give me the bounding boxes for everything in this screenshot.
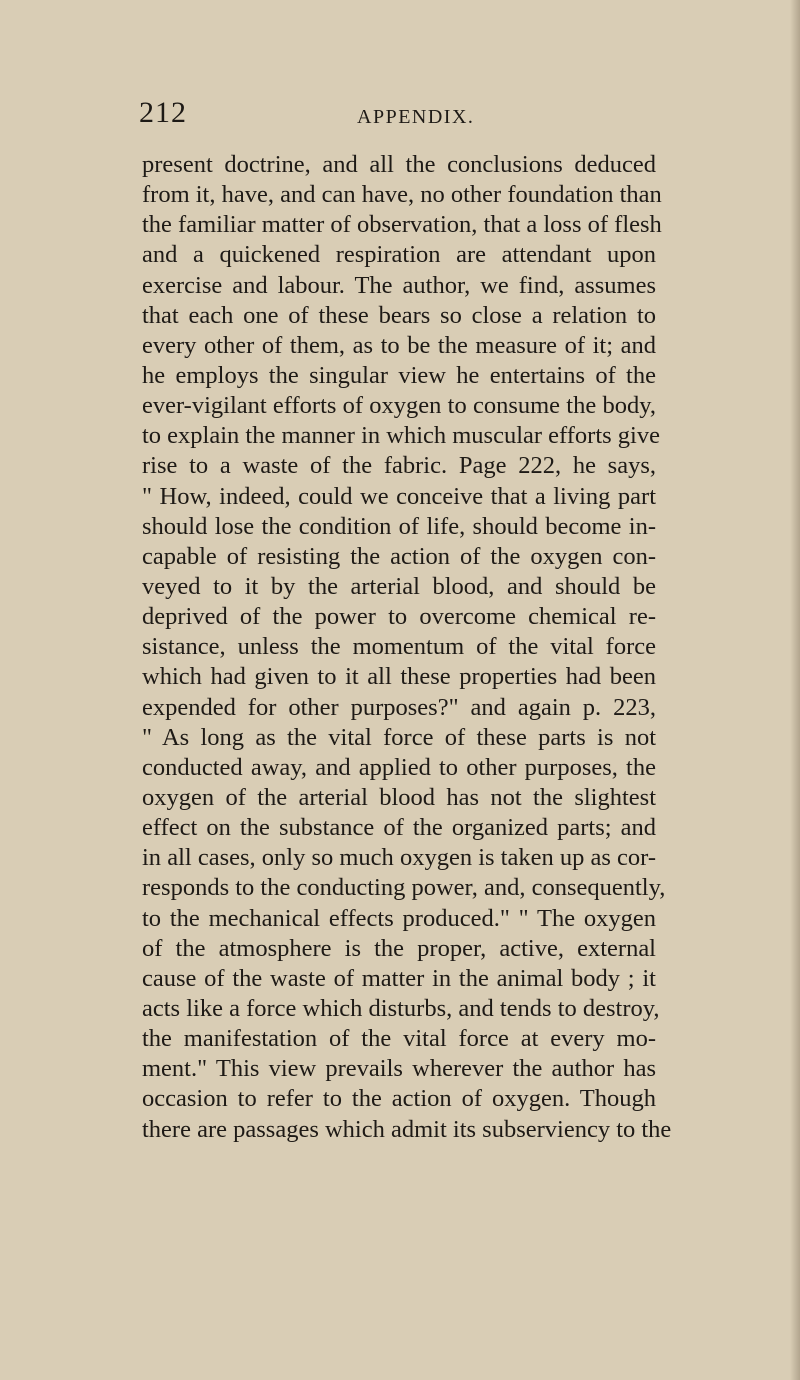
text-line: in all cases, only so much oxygen is taken up as cor- [142, 844, 656, 872]
text-line: capable of resisting the action of the oxygen con- [142, 542, 656, 570]
text-line: expended for other purposes?" and again p. 223, [142, 693, 656, 721]
text-line: sistance, unless the momentum of the vital force [142, 633, 656, 661]
text-line: cause of the waste of matter in the animal body ; it [142, 964, 656, 992]
running-header [139, 96, 679, 132]
text-line: effect on the substance of the organized parts; and [142, 814, 656, 842]
text-line: the familiar matter of observation, that a loss of flesh [142, 211, 662, 239]
text-line: conducted away, and applied to other purposes, the [142, 753, 656, 781]
text-line: should lose the condition of life, should become in- [142, 512, 656, 540]
text-line: to explain the manner in which muscular efforts give [142, 422, 660, 450]
page-number: 212 [139, 96, 187, 129]
body-paragraph [142, 150, 672, 1145]
text-line: ever-vigilant efforts of oxygen to consume the body, [142, 392, 656, 420]
text-line: that each one of these bears so close a relation to [142, 301, 656, 329]
text-line: the manifestation of the vital force at every mo- [142, 1025, 656, 1053]
text-line: veyed to it by the arterial blood, and should be [142, 572, 656, 600]
text-line: and a quickened respiration are attendant upon [142, 241, 656, 269]
text-line: occasion to refer to the action of oxygen. Though [142, 1085, 656, 1113]
text-line: which had given to it all these properties had been [142, 663, 656, 691]
text-line: there are passages which admit its subserviency to the [142, 1115, 672, 1143]
text-line: exercise and labour. The author, we find, assumes [142, 271, 656, 299]
running-title: APPENDIX. [357, 106, 475, 128]
text-line: rise to a waste of the fabric. Page 222, he says, [142, 452, 656, 480]
text-line: he employs the singular view he entertains of the [142, 361, 656, 389]
text-line: responds to the conducting power, and, consequently, [142, 874, 666, 902]
text-line: " As long as the vital force of these parts is not [142, 723, 656, 751]
text-line: oxygen of the arterial blood has not the slightest [142, 783, 656, 811]
text-line: " How, indeed, could we conceive that a living part [142, 482, 656, 510]
text-line: acts like a force which disturbs, and tends to destroy, [142, 994, 660, 1022]
text-line: ment." This view prevails wherever the author has [142, 1055, 656, 1083]
text-line: of the atmosphere is the proper, active, external [142, 934, 656, 962]
text-line: from it, have, and can have, no other foundation than [142, 181, 662, 209]
text-line: to the mechanical effects produced." " The oxygen [142, 904, 656, 932]
text-line: present doctrine, and all the conclusions deduced [142, 151, 656, 178]
page-edge-shadow [790, 0, 800, 1380]
text-line: deprived of the power to overcome chemical re- [142, 603, 656, 631]
text-line: every other of them, as to be the measure of it; and [142, 331, 656, 359]
